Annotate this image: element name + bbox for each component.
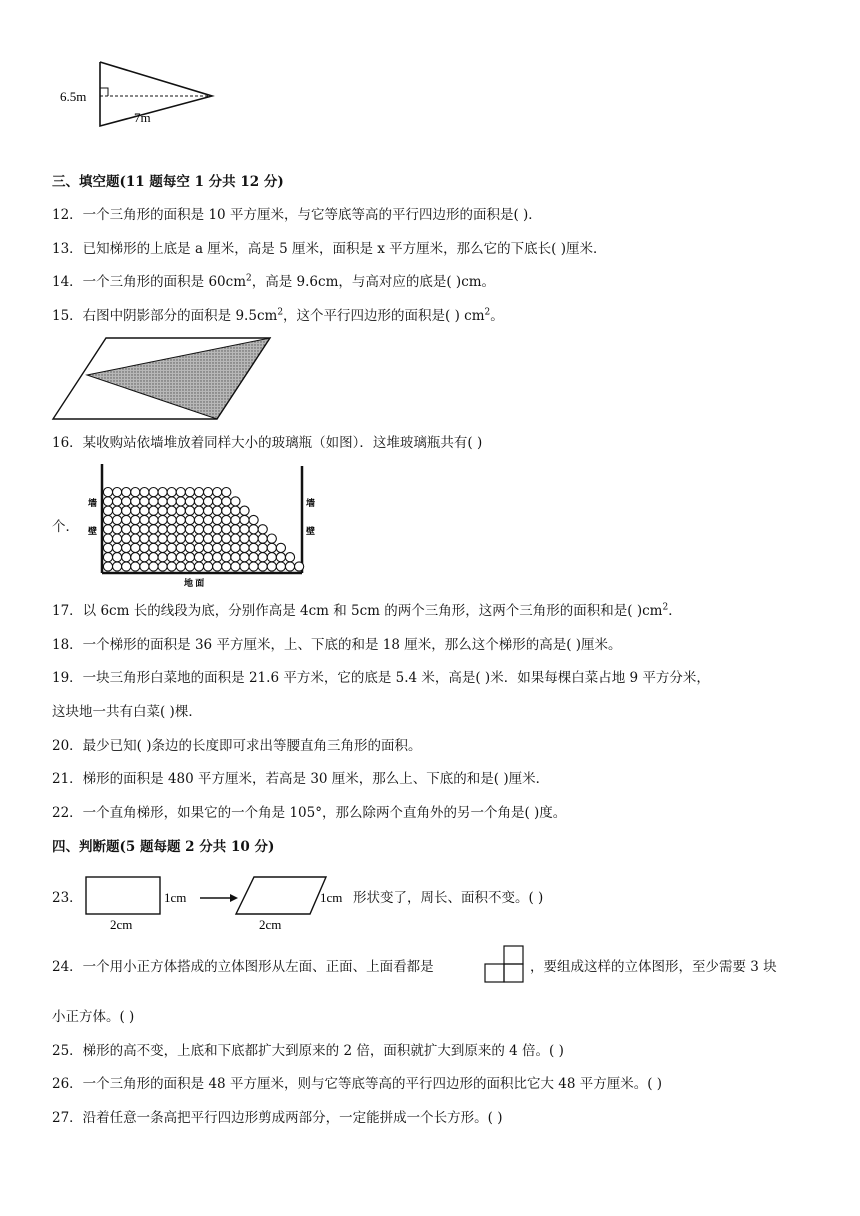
bottle xyxy=(103,534,112,543)
bottle xyxy=(194,506,203,515)
bottle xyxy=(113,534,122,543)
question-16-unit: 个． xyxy=(52,519,79,535)
rectangle-to-parallelogram-figure xyxy=(82,872,352,934)
bottle xyxy=(249,543,258,552)
bottle xyxy=(167,525,176,534)
bottle xyxy=(167,553,176,562)
bottle xyxy=(176,497,185,506)
wall-right-2: 壁 xyxy=(306,526,316,536)
bottle xyxy=(149,534,158,543)
bottle xyxy=(149,497,158,506)
bottle xyxy=(158,562,167,571)
bottle xyxy=(167,488,176,497)
bottle xyxy=(204,562,213,571)
question-18: 18．一个梯形的面积是 36 平方厘米，上、下底的和是 18 厘米，那么这个梯形的高是( )厘米。 xyxy=(52,637,622,653)
bottle xyxy=(231,497,240,506)
bottle xyxy=(240,534,249,543)
bottle xyxy=(103,515,112,524)
bottle xyxy=(131,525,140,534)
bottle xyxy=(149,543,158,552)
bottle xyxy=(222,543,231,552)
bottle xyxy=(122,553,131,562)
bottle xyxy=(213,553,222,562)
bottle xyxy=(194,562,203,571)
bottle xyxy=(122,543,131,552)
bottle xyxy=(231,506,240,515)
bottle xyxy=(113,553,122,562)
bottle xyxy=(240,553,249,562)
bottle xyxy=(149,488,158,497)
bottle xyxy=(167,543,176,552)
bottle xyxy=(213,515,222,524)
bottle xyxy=(231,553,240,562)
shaded-triangle xyxy=(87,338,270,419)
bottle xyxy=(103,543,112,552)
bottle xyxy=(285,562,294,571)
question-19-line-2: 这块地一共有白菜( )棵． xyxy=(52,704,202,720)
bottle xyxy=(222,562,231,571)
bottle xyxy=(231,515,240,524)
bottle xyxy=(258,525,267,534)
rectangle-side-label: 1cm xyxy=(164,890,187,905)
bottle xyxy=(222,525,231,534)
bottle xyxy=(158,534,167,543)
bottle xyxy=(231,562,240,571)
bottle xyxy=(213,488,222,497)
bottle xyxy=(113,562,122,571)
bottle xyxy=(158,506,167,515)
bottle xyxy=(240,562,249,571)
bottle xyxy=(103,553,112,562)
bottle xyxy=(149,515,158,524)
bottle xyxy=(176,515,185,524)
bottle xyxy=(149,553,158,562)
bottle xyxy=(258,543,267,552)
parallelogram-shape xyxy=(236,877,326,914)
bottle xyxy=(240,506,249,515)
bottle xyxy=(140,488,149,497)
section-4-title: 四、判断题(5 题每题 2 分共 10 分) xyxy=(52,839,275,855)
bottle xyxy=(249,553,258,562)
bottle xyxy=(131,534,140,543)
bottle xyxy=(185,488,194,497)
bottle xyxy=(158,497,167,506)
bottle xyxy=(185,506,194,515)
bottle xyxy=(149,562,158,571)
bottle xyxy=(185,534,194,543)
bottle xyxy=(113,525,122,534)
bottle xyxy=(176,534,185,543)
wall-left-2: 壁 xyxy=(88,526,98,536)
bottle xyxy=(185,562,194,571)
bottle xyxy=(140,553,149,562)
bottle xyxy=(204,534,213,543)
bottle xyxy=(285,553,294,562)
parallelogram-shaded-figure xyxy=(50,335,280,423)
bottle xyxy=(295,562,304,571)
bottle xyxy=(185,515,194,524)
bottle xyxy=(194,497,203,506)
bottle xyxy=(140,562,149,571)
bottle xyxy=(258,562,267,571)
bottle xyxy=(158,543,167,552)
bottle xyxy=(194,553,203,562)
bottle xyxy=(176,488,185,497)
bottle xyxy=(131,497,140,506)
bottle xyxy=(140,543,149,552)
bottle xyxy=(176,562,185,571)
three-view-figure xyxy=(484,944,526,984)
bottle xyxy=(222,553,231,562)
bottle xyxy=(122,562,131,571)
bottle xyxy=(204,515,213,524)
bottle xyxy=(267,553,276,562)
bottle xyxy=(176,525,185,534)
wall-left-1: 墙 xyxy=(88,498,98,508)
bottle xyxy=(140,497,149,506)
question-17: 17．以 6cm 长的线段为底，分别作高是 4cm 和 5cm 的两个三角形，这两个三角形的面积和是( )$cm^2$． xyxy=(52,602,682,619)
section-3-title: 三、填空题(11 题每空 1 分共 12 分) xyxy=(52,174,284,190)
bottle xyxy=(276,543,285,552)
bottle-pile-figure xyxy=(84,462,316,588)
question-20: 20．最少已知( )条边的长度即可求出等腰直角三角形的面积。 xyxy=(52,738,422,754)
bottle xyxy=(249,515,258,524)
bottle xyxy=(194,525,203,534)
bottle xyxy=(213,534,222,543)
bottle xyxy=(267,543,276,552)
bottle xyxy=(113,515,122,524)
bottle xyxy=(267,562,276,571)
bottle xyxy=(149,525,158,534)
bottle xyxy=(213,506,222,515)
bottle xyxy=(185,497,194,506)
bottle xyxy=(167,506,176,515)
bottle xyxy=(240,525,249,534)
bottle xyxy=(185,525,194,534)
ground-label: 地 面 xyxy=(184,578,205,588)
bottle xyxy=(122,506,131,515)
bottle xyxy=(249,525,258,534)
bottle xyxy=(222,488,231,497)
bottle xyxy=(194,534,203,543)
bottle xyxy=(231,525,240,534)
bottle xyxy=(149,506,158,515)
question-16: 16．某收购站依墙堆放着同样大小的玻璃瓶（如图）．这堆玻璃瓶共有( ) xyxy=(52,435,483,451)
bottle xyxy=(113,506,122,515)
bottle xyxy=(222,515,231,524)
bottle xyxy=(213,497,222,506)
bottle xyxy=(258,553,267,562)
bottle xyxy=(167,562,176,571)
bottle xyxy=(249,534,258,543)
bottle xyxy=(204,543,213,552)
bottle xyxy=(176,506,185,515)
bottle xyxy=(240,543,249,552)
bottle xyxy=(204,553,213,562)
bottle xyxy=(204,497,213,506)
parallelogram-base-label: 2cm xyxy=(259,917,282,932)
bottle xyxy=(122,497,131,506)
bottle xyxy=(113,488,122,497)
question-12: 12．一个三角形的面积是 10 平方厘米，与它等底等高的平行四边形的面积是( )． xyxy=(52,207,542,223)
bottle xyxy=(158,515,167,524)
triangle-base-label: 7m xyxy=(134,110,151,125)
bottle xyxy=(140,515,149,524)
bottle xyxy=(194,515,203,524)
bottle xyxy=(131,553,140,562)
bottle xyxy=(113,497,122,506)
bottle xyxy=(122,488,131,497)
bottle xyxy=(240,515,249,524)
bottle xyxy=(249,562,258,571)
bottle xyxy=(276,562,285,571)
bottle xyxy=(131,488,140,497)
bottle xyxy=(158,488,167,497)
question-13: 13．已知梯形的上底是 a 厘米，高是 5 厘米，面积是 x 平方厘米，那么它的下底长( )厘米． xyxy=(52,241,607,257)
triangle-height-label: 6.5m xyxy=(60,89,87,104)
triangle-figure xyxy=(56,58,226,130)
bottle xyxy=(231,543,240,552)
bottle xyxy=(103,497,112,506)
question-22: 22．一个直角梯形，如果它的一个角是 105°，那么除两个直角外的另一个角是( )度。 xyxy=(52,805,567,821)
bottle xyxy=(131,506,140,515)
question-24-part-b: ，要组成这样的立体图形，至少需要 3 块 xyxy=(530,959,777,975)
bottle xyxy=(122,525,131,534)
bottle xyxy=(267,534,276,543)
bottle xyxy=(167,534,176,543)
rectangle-shape xyxy=(86,877,160,914)
bottle xyxy=(103,525,112,534)
bottle xyxy=(140,534,149,543)
question-23-text: 形状变了，周长、面积不变。( ) xyxy=(353,890,544,906)
wall-right-1: 墙 xyxy=(306,498,316,508)
bottle xyxy=(103,506,112,515)
bottle xyxy=(194,488,203,497)
bottle xyxy=(122,515,131,524)
bottle xyxy=(131,543,140,552)
bottle xyxy=(213,562,222,571)
bottle xyxy=(231,534,240,543)
bottle xyxy=(103,488,112,497)
bottle xyxy=(222,506,231,515)
question-14: 14．一个三角形的面积是 $60cm^2$，高是 9.6cm，与高对应的底是( )cm。 xyxy=(52,273,496,290)
bottle xyxy=(131,515,140,524)
bottle xyxy=(140,506,149,515)
bottle xyxy=(185,543,194,552)
bottle xyxy=(103,562,112,571)
bottle xyxy=(258,534,267,543)
question-27: 27．沿着任意一条高把平行四边形剪成两部分，一定能拼成一个长方形。( ) xyxy=(52,1110,503,1126)
bottle xyxy=(194,543,203,552)
bottle xyxy=(222,534,231,543)
bottle xyxy=(131,562,140,571)
bottle xyxy=(204,506,213,515)
question-19-line-1: 19．一块三角形白菜地的面积是 21.6 平方米，它的底是 5.4 米，高是( )米．如果每棵白菜占地 9 平方分米， xyxy=(52,670,710,686)
bottle xyxy=(176,553,185,562)
rectangle-base-label: 2cm xyxy=(110,917,133,932)
bottle xyxy=(113,543,122,552)
bottle xyxy=(140,525,149,534)
question-24-part-a: 24．一个用小正方体搭成的立体图形从左面、正面、上面看都是 xyxy=(52,959,434,975)
question-15: 15．右图中阴影部分的面积是 $9.5cm^2$，这个平行四边形的面积是( ) $cm^2$。 xyxy=(52,307,504,324)
question-26: 26．一个三角形的面积是 48 平方厘米，则与它等底等高的平行四边形的面积比它大 48 平方厘米。( ) xyxy=(52,1076,663,1092)
question-21: 21．梯形的面积是 480 平方厘米，若高是 30 厘米，那么上、下底的和是( )厘米． xyxy=(52,771,550,787)
arrow-icon xyxy=(230,894,238,902)
bottle xyxy=(276,553,285,562)
bottle xyxy=(204,488,213,497)
bottle xyxy=(176,543,185,552)
bottle xyxy=(167,515,176,524)
question-23-number: 23． xyxy=(52,890,83,906)
question-25: 25．梯形的高不变，上底和下底都扩大到原来的 2 倍，面积就扩大到原来的 4 倍。( ) xyxy=(52,1043,564,1059)
bottle xyxy=(185,553,194,562)
bottle xyxy=(213,543,222,552)
bottle xyxy=(204,525,213,534)
bottle xyxy=(213,525,222,534)
parallelogram-side-label: 1cm xyxy=(320,890,343,905)
bottle xyxy=(158,553,167,562)
bottle xyxy=(222,497,231,506)
question-24-line-2: 小正方体。( ) xyxy=(52,1009,135,1025)
bottle xyxy=(122,534,131,543)
bottle xyxy=(167,497,176,506)
bottle xyxy=(158,525,167,534)
